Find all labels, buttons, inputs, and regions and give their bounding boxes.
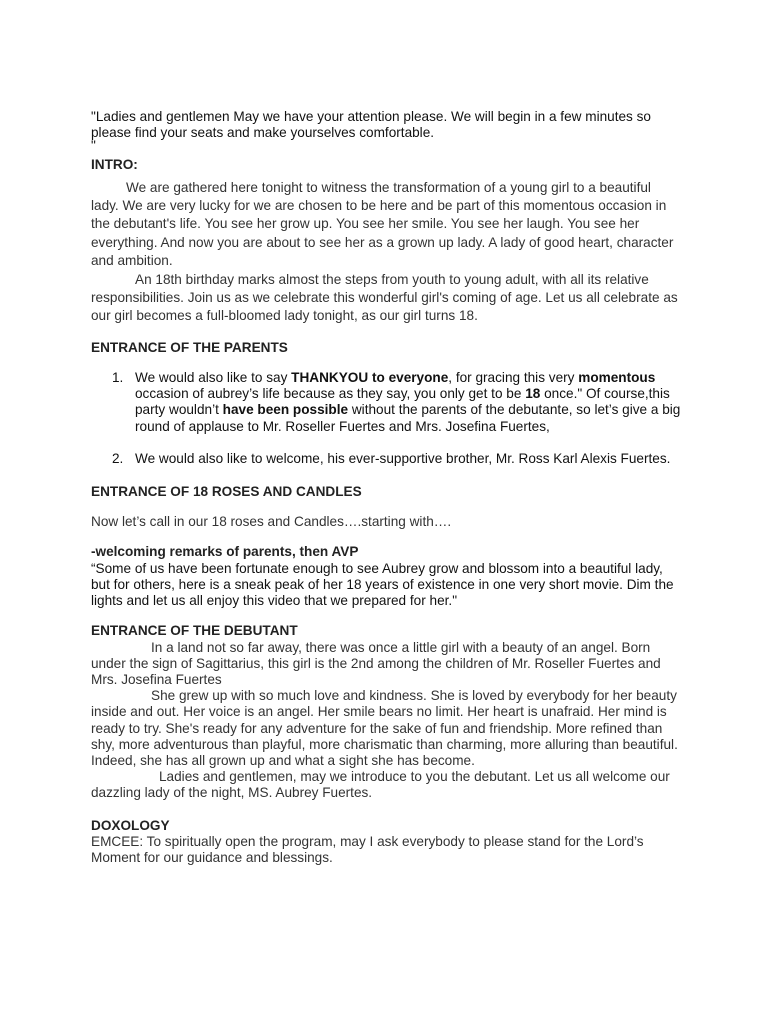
debutant-paragraph-1: In a land not so far away, there was once a little girl with a beauty of an angel. Born under the sign of Sagittarius, this girl is the 2nd among the children of Mr. Roseller Fuertes and Mrs. Josefina Fuertes: [91, 639, 661, 687]
document-page: [91, 109, 681, 866]
doxology-text: EMCEE: To spiritually open the program, may I ask everybody to please stand for the Lord’s Moment for our guidance and blessings.: [91, 833, 644, 865]
parents-list: [91, 370, 681, 467]
debutant-paragraph-2: She grew up with so much love and kindness. She is loved by everybody for her beauty inside and out. Her voice is an angel. Her smile bears no limit. Her heart is unafraid. Her mind is ready to try. She's ready for any adventure for the sake of fun and friendship. More refined than shy, more adventurous than playful, more charismatic than charming, more alluring than beautiful. Indeed, she has all grown up and what a sight she has become.: [91, 688, 678, 768]
intro-heading: INTRO:: [91, 157, 138, 173]
avp-heading: -welcoming remarks of parents, then AVP: [91, 544, 359, 560]
doxology-heading: DOXOLOGY: [91, 817, 170, 833]
text-run: without the parents of the debutante, so let’s give a big round of applause to Mr. Roseller Fuertes and Mrs. Josefina Fuertes,: [135, 402, 681, 434]
debutant-heading: ENTRANCE OF THE DEBUTANT: [91, 623, 298, 639]
text-run: occasion of aubrey’s life because as they say, you only get to be: [135, 386, 526, 402]
roses-heading: ENTRANCE OF 18 ROSES AND CANDLES: [91, 484, 362, 500]
parents-section: [91, 340, 681, 467]
list-item: [91, 370, 681, 435]
debutant-paragraph-3: Ladies and gentlemen, may we introduce to you the debutant. Let us all welcome our dazzling lady of the night, MS. Aubrey Fuertes.: [91, 769, 670, 801]
bold-run: THANKYOU to everyone: [291, 370, 449, 386]
intro-paragraph-1: We are gathered here tonight to witness the transformation of a young girl to a beautiful lady. We are very lucky for we are chosen to be here and be part of this momentous occasion in the debutant's life. You see her grow up. You see her smile. You see her laugh. You see her everything. And now you are about to see her as a grown up lady. A lady of good heart, character and ambition.: [91, 179, 674, 269]
doxology-section: [91, 818, 681, 867]
roses-section: [91, 484, 681, 530]
text-run: We would also like to say: [135, 370, 292, 386]
parents-heading: ENTRANCE OF THE PARENTS: [91, 339, 288, 355]
opening-line-1: "Ladies and gentlemen May we have your attention please. We will begin in a few minutes so: [91, 109, 651, 124]
text-run: , for gracing this very: [448, 370, 579, 386]
list-number: 1.: [112, 370, 124, 386]
opening-line-3: ": [91, 138, 96, 154]
intro-paragraph-2: An 18th birthday marks almost the steps from youth to young adult, with all its relative responsibilities. Join us as we celebrate this wonderful girl's coming of age. Let us all celebrate as our girl becomes a full-bloomed lady tonight, as our girl turns 18.: [91, 271, 678, 324]
text-run: once." Of course,this party wouldn’t: [135, 386, 670, 418]
opening-announcement: [91, 109, 681, 154]
list-item: [91, 451, 681, 467]
bold-run: 18: [525, 386, 541, 402]
opening-line-2: please find your seats and make yourselves comfortable.: [91, 125, 435, 141]
bold-run: have been possible: [222, 402, 349, 418]
avp-quote: “Some of us have been fortunate enough to see Aubrey grow and blossom into a beautiful lady, but for others, here is a sneak peak of her 18 years of existence in one very short movie. Dim the lights and let us all enjoy this video that we prepared for her.": [91, 560, 674, 609]
text-run: We would also like to welcome, his ever-supportive brother, Mr. Ross Karl Alexis Fuertes.: [135, 450, 671, 466]
bold-run: momentous: [578, 370, 656, 386]
roses-line: Now let’s call in our 18 roses and Candles….starting with….: [91, 514, 452, 530]
debutant-section: [91, 623, 681, 801]
avp-section: [91, 544, 681, 609]
intro-section: [91, 157, 681, 325]
list-number: 2.: [112, 450, 124, 466]
